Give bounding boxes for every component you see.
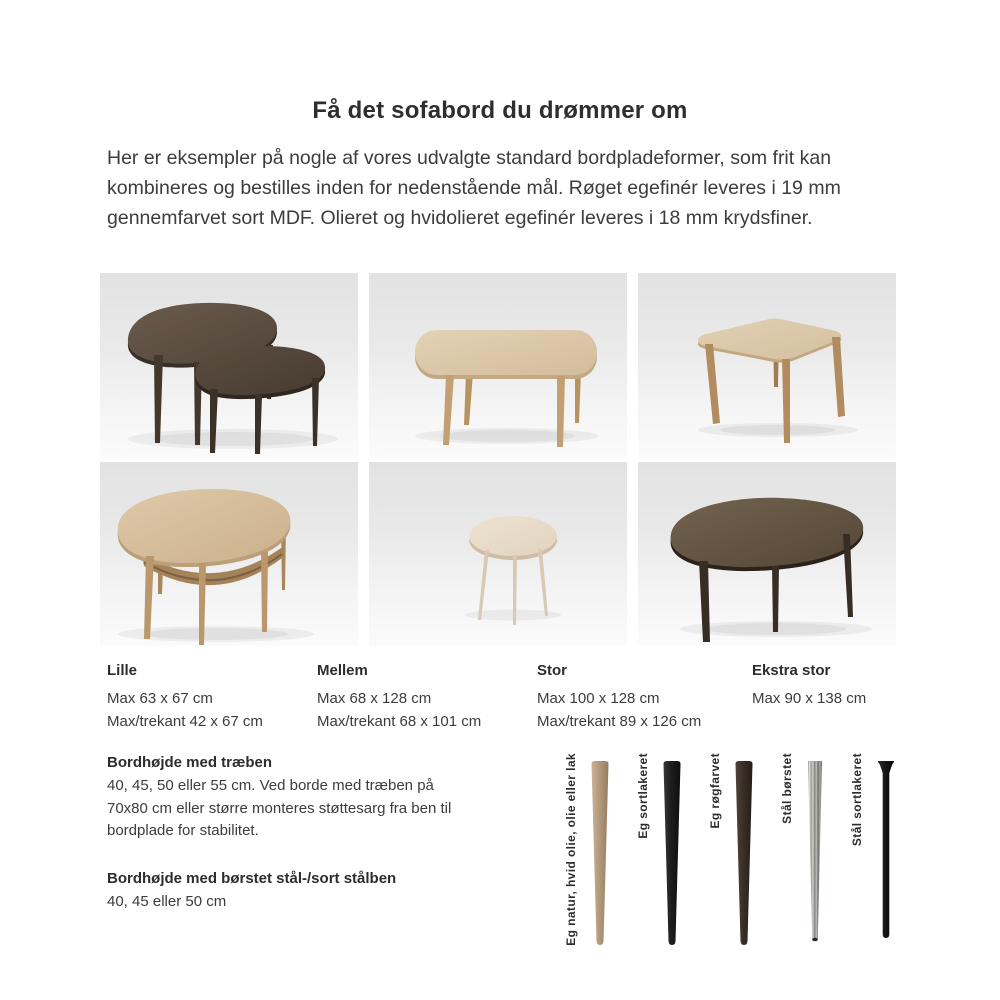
size-spec-mellem <box>317 662 481 733</box>
size-max: Max 63 x 67 cm <box>107 690 213 707</box>
height-steel-title: Bordhøjde med børstet stål-/sort stålben <box>107 869 397 887</box>
table-photo-square-oak <box>638 273 896 457</box>
size-name: Stor <box>537 662 567 679</box>
table-photo-round-white-oak <box>369 462 627 646</box>
leg-photo-steel-brushed <box>803 760 827 950</box>
table-gallery <box>100 273 896 646</box>
leg-options <box>563 753 899 950</box>
leg-photo-oak-black <box>659 760 685 950</box>
table-photo-pick-shelf-oak <box>100 462 358 646</box>
round-table-illustration <box>369 462 627 646</box>
leg-option-oak-natural <box>563 753 613 950</box>
smoked-table-illustration <box>638 462 896 646</box>
leg-label: Eg natur, hvid olie, olie eller lak <box>564 753 578 946</box>
size-max: Max 100 x 128 cm <box>537 690 660 707</box>
height-info <box>107 754 459 913</box>
page-title: Få det sofabord du drømmer om <box>312 97 688 124</box>
size-name: Lille <box>107 662 138 679</box>
oval-table-illustration <box>369 273 627 457</box>
height-steel-text: 40, 45 eller 50 cm <box>107 892 227 910</box>
nesting-tables-illustration <box>100 273 358 457</box>
leg-option-steel-brushed <box>779 753 827 950</box>
size-spec-lille <box>107 662 263 733</box>
height-wood-title: Bordhøjde med træben <box>107 754 273 771</box>
size-name: Ekstra stor <box>752 662 831 679</box>
leg-label: Stål børstet <box>780 753 794 824</box>
leg-photo-oak-natural <box>587 760 613 950</box>
leg-photo-steel-black <box>873 760 899 950</box>
leg-option-oak-black <box>635 753 685 950</box>
table-photo-oval-oak <box>369 273 627 457</box>
size-max: Max 68 x 128 cm <box>317 690 432 707</box>
size-max-trekant: Max/trekant 68 x 101 cm <box>317 713 482 730</box>
height-info-steel <box>107 870 459 914</box>
size-max-trekant: Max/trekant 89 x 126 cm <box>537 713 702 730</box>
size-name: Mellem <box>317 662 368 679</box>
leg-label: Stål sortlakeret <box>850 753 864 847</box>
intro-paragraph: Her er eksempler på nogle af vores udvalgte standard bordpladeformer, som frit kan kombineres og bestilles inden for nedenstående mål. Røget egefinér leveres i 19 mm gennemfarvet sort MDF. Olieret og hvidolieret egefinér leveres i 18 mm krydsfiner. <box>107 147 841 229</box>
leg-label: Eg sortlakeret <box>636 753 650 839</box>
shelf-table-illustration <box>100 462 358 646</box>
height-wood-text: 40, 45, 50 eller 55 cm. Ved borde med træben på 70x80 cm eller større monteres støttesarg fra ben til bordplade for stabilitet. <box>107 777 452 839</box>
size-spec-ekstra-stor <box>752 662 866 710</box>
leg-option-oak-smoked <box>707 753 757 950</box>
leg-photo-oak-smoked <box>731 760 757 950</box>
leg-label: Eg røgfarvet <box>708 753 722 829</box>
size-max-trekant: Max/trekant 42 x 67 cm <box>107 713 263 730</box>
table-photo-nesting-smoked-oak <box>100 273 358 457</box>
size-max: Max 90 x 138 cm <box>752 690 867 707</box>
table-photo-pick-smoked-oak <box>638 462 896 646</box>
size-specs <box>107 662 900 737</box>
size-spec-stor <box>537 662 701 733</box>
leg-option-steel-black <box>849 753 899 950</box>
height-info-wood <box>107 754 459 843</box>
square-table-illustration <box>638 273 896 457</box>
